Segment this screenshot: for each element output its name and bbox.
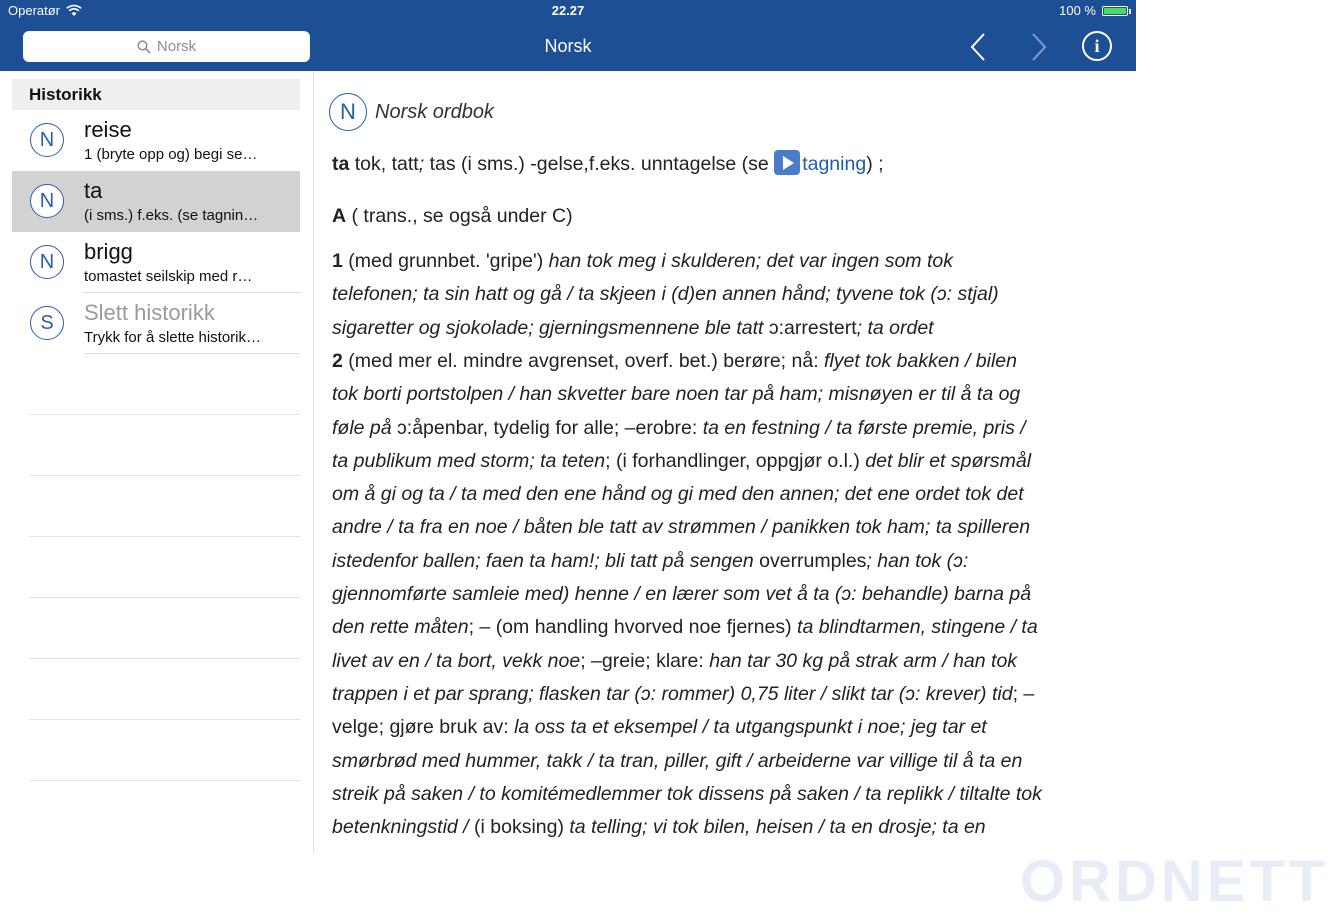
example-text: la oss ta et eksempel / ta utgangspunkt i noe; jeg tar et (514, 716, 987, 739)
example-text: tok borti portstolpen / han skvetter bare noen tar på ham; misnøyen er til å ta og (332, 383, 1021, 406)
example-text: gjennomførte samleie med) henne / en lærer som vet å ta (ɔ: behandle) barna på (332, 583, 1032, 605)
empty-row-divider (29, 414, 300, 415)
chevron-left-icon (969, 32, 987, 62)
definition-text: ; – (om handling hvorved noe fjernes) (468, 616, 798, 639)
history-sidebar (0, 71, 314, 852)
history-item-subtitle: (i sms.) f.eks. (se tagnin… (84, 207, 259, 224)
example-text: om å gi og ta / ta med den ene hånd og gi med den annen; det ene ordet tok det (332, 483, 1024, 506)
definition-text: velge; gjøre bruk av: (332, 716, 515, 739)
definition-line (332, 550, 1132, 573)
dictionary-heading (329, 93, 494, 131)
definition-line (332, 716, 1132, 739)
empty-row-divider (29, 597, 300, 598)
history-item-title: ta (84, 178, 103, 203)
example-text: ta telling; vi tok bilen, heisen / ta en drosje; ta en (569, 816, 986, 839)
search-field[interactable] (23, 31, 310, 62)
info-icon: i (1094, 35, 1100, 56)
definition-line (332, 350, 1132, 373)
definition-line (332, 417, 1132, 440)
definition-line (332, 450, 1132, 473)
definition-line (332, 750, 1132, 773)
example-text: ta blindtarmen, stingene / ta (797, 616, 1038, 639)
section-text: ( trans., se også under C) (346, 205, 573, 227)
entry-content (314, 71, 1328, 914)
wifi-icon (66, 5, 82, 17)
empty-row-divider (29, 536, 300, 537)
play-icon (774, 150, 800, 175)
search-placeholder: Norsk (156, 38, 197, 55)
clear-badge-icon: S (30, 306, 64, 340)
definition-line (332, 616, 1132, 639)
definition-line (332, 250, 1132, 273)
definition-line (332, 683, 1132, 706)
example-text: det blir et spørsmål (865, 449, 1032, 472)
example-text: trappen i et par sprang; flasken tar (ɔ: rommer) 0,75 liter / slikt tar (ɔ: krever) tid (332, 682, 1013, 705)
example-text: føle på (332, 416, 398, 439)
ordnett-watermark: ORDNETT (1020, 849, 1328, 914)
nav-title: Norsk (544, 36, 592, 56)
example-text: livet av en / ta bort, vekk noe (332, 649, 581, 672)
section-label: A (332, 205, 347, 227)
definition-line (332, 583, 1132, 606)
history-item-reise[interactable] (12, 110, 300, 171)
definition-line (332, 383, 1132, 406)
clear-history-button[interactable] (12, 293, 300, 354)
example-text: sigaretter og sjokolade; gjerningsmennene ble tatt (332, 316, 769, 339)
definition-text: ɔ:arrestert (768, 316, 857, 339)
dictionary-badge-icon: N (329, 93, 367, 131)
definition-line (332, 783, 1132, 806)
chevron-right-icon (1030, 32, 1048, 62)
definition-text: (med grunnbet. 'gripe') (342, 250, 549, 272)
info-button[interactable] (1082, 31, 1112, 61)
nav-bar (0, 22, 1136, 71)
search-icon (137, 40, 151, 54)
definition-text: ; –greie; klare: (580, 649, 710, 672)
example-text: flyet tok bakken / bilen (824, 349, 1017, 372)
example-text: andre / ta fra en noe / båten ble tatt av strømmen / panikken tok ham; ta spilleren (332, 516, 1031, 539)
definition-text: (i boksing) (474, 816, 570, 839)
compound-forms: tas (i sms.) -gelse,f.eks. unntagelse (se (429, 153, 775, 175)
example-text: han tar 30 kg på strak arm / han tok (709, 649, 1018, 672)
example-text: ; han tok (ɔ: (866, 549, 969, 572)
example-text: ta publikum med storm; ta teten (332, 449, 606, 472)
carrier-label: Operatør (8, 3, 61, 18)
empty-row-divider (29, 780, 300, 781)
example-text: ta en festning / ta første premie, pris / (702, 416, 1026, 439)
example-text: betenkningstid / (332, 816, 475, 839)
example-text: telefonen; ta sin hatt og gå / ta skjeen i (d)en annen hånd; tyvene tok (ɔ: stjal) (332, 283, 999, 306)
row-divider (84, 353, 300, 354)
history-item-brigg[interactable] (12, 232, 300, 293)
clear-history-subtitle: Trykk for å slette historik… (84, 329, 261, 346)
inflection-forms: tok, tatt (349, 153, 419, 175)
forms-end: ) ; (866, 153, 884, 175)
example-text: den rette måten (332, 616, 469, 639)
definition-line (332, 483, 1132, 506)
status-bar (0, 0, 1136, 22)
clear-history-title: Slett historikk (84, 300, 215, 325)
definition-text: ɔ:åpenbar, tydelig for alle; –erobre: (397, 416, 703, 439)
history-item-title: reise (84, 117, 132, 142)
dictionary-badge-icon: N (30, 123, 64, 157)
headword: ta (332, 153, 350, 175)
sense-number: 1 (332, 250, 343, 272)
battery-percent: 100 % (1059, 3, 1096, 18)
history-item-subtitle: 1 (bryte opp og) begi se… (84, 146, 258, 163)
dictionary-badge-icon: N (30, 245, 64, 279)
definition-line (332, 816, 1132, 839)
definition-line (332, 317, 1132, 340)
forward-button[interactable] (1024, 31, 1054, 62)
cross-ref-link[interactable] (774, 153, 866, 175)
status-left (8, 3, 82, 18)
definition-line (332, 650, 1132, 673)
forms-separator: ; (418, 153, 430, 175)
battery-icon (1102, 6, 1128, 16)
definition-text: (med mer el. mindre avgrenset, overf. bet.) berøre; nå: (342, 349, 825, 372)
example-text: istedenfor ballen; faen ta ham!; bli tatt på sengen (332, 549, 760, 572)
dictionary-badge-icon: N (30, 184, 64, 218)
cross-ref-label: tagning (802, 153, 867, 175)
definition-text: ; (i forhandlinger, oppgjør o.l.) (605, 449, 866, 472)
empty-row-divider (29, 475, 300, 476)
history-header: Historikk (12, 79, 300, 110)
example-text: han tok meg i skulderen; det var ingen som tok (548, 250, 953, 272)
example-text: streik på saken / to komitémedlemmer tok dissens på saken / ta replikk / tiltalte tok (332, 782, 1042, 805)
history-item-subtitle: tomastet seilskip med r… (84, 268, 253, 285)
sense-number: 2 (332, 349, 343, 372)
example-text: ; ta ordet (856, 316, 934, 339)
battery-fill (1104, 8, 1126, 14)
empty-row-divider (29, 658, 300, 659)
definition-text: ; – (1012, 682, 1035, 705)
clock: 22.27 (551, 3, 585, 18)
definition-text: overrumples (759, 549, 867, 572)
history-item-title: brigg (84, 239, 133, 264)
example-text: smørbrød med hummer, takk / ta tran, piller, gift / arbeiderne var villige til å ta en (332, 749, 1023, 772)
dictionary-name: Norsk ordbok (375, 100, 494, 123)
headword-line (332, 150, 1132, 176)
status-right (1059, 3, 1128, 18)
definition-line (332, 283, 1132, 306)
empty-row-divider (29, 719, 300, 720)
section-a-line (332, 205, 1132, 228)
history-item-ta[interactable] (12, 171, 300, 232)
back-button[interactable] (963, 31, 993, 62)
definition-line (332, 516, 1132, 539)
